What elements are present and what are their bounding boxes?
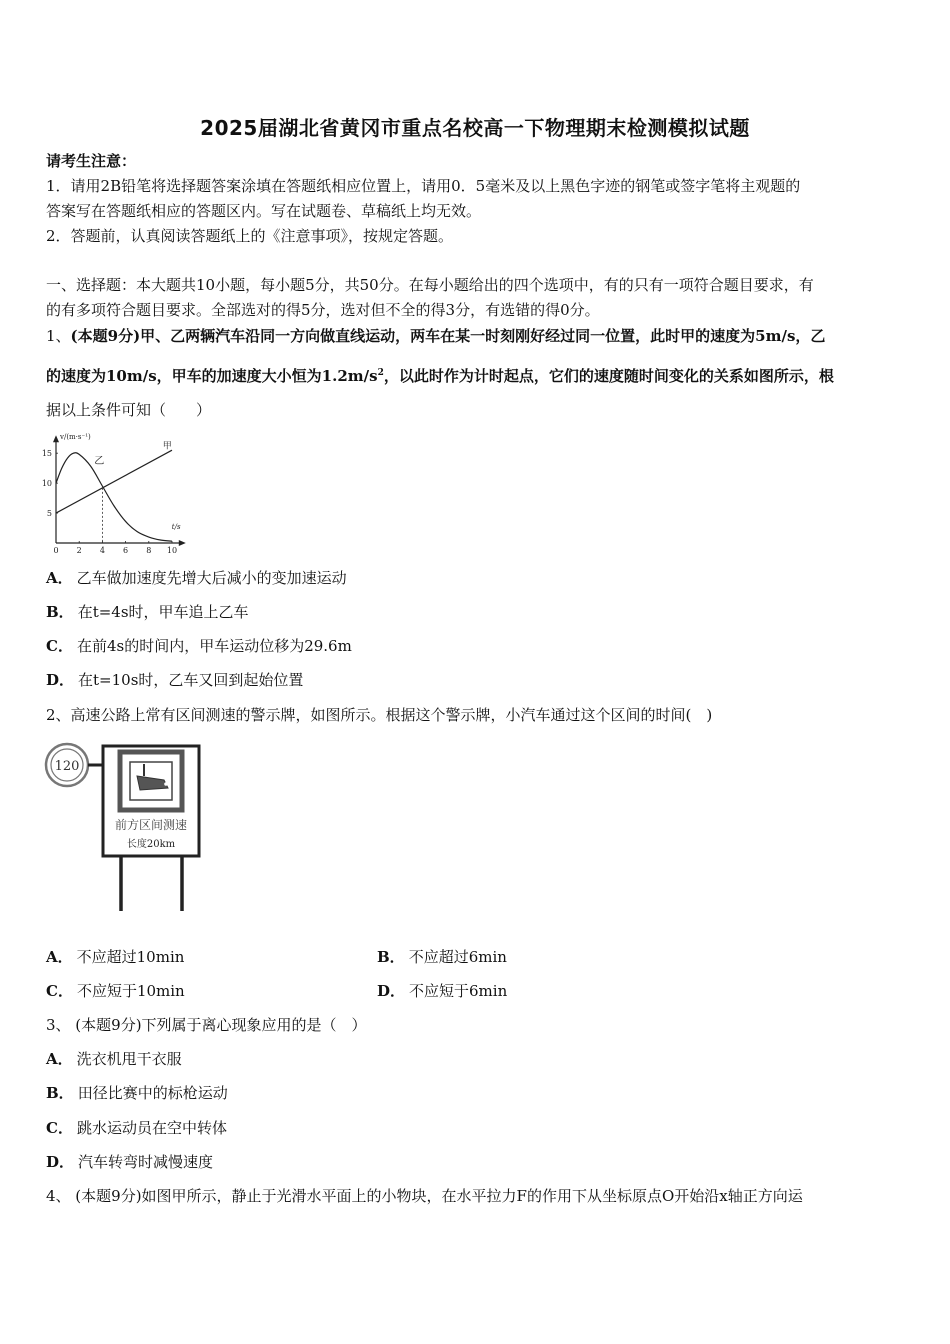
- x-tick-label: 10: [166, 546, 178, 555]
- q1-option-d-label: D．: [46, 671, 75, 689]
- x-tick-label: 4: [99, 546, 105, 555]
- q3-option-c-label: C．: [46, 1119, 73, 1137]
- q1-option-b-label: B．: [46, 603, 74, 621]
- label-yi: 乙: [94, 455, 105, 467]
- q3-option-c-text: 跳水运动员在空中转体: [76, 1119, 227, 1137]
- q1-option-d-text: 在t=10s时，乙车又回到起始位置: [78, 671, 304, 689]
- notice-heading: 请考生注意：: [46, 152, 137, 170]
- q1-option-c[interactable]: [46, 635, 352, 657]
- page-title: 2025届湖北省黄冈市重点名校高一下物理期末检测模拟试题: [200, 116, 750, 140]
- q1-text-2a: 的速度为10m/s，甲车的加速度大小恒为1.2m/s: [46, 367, 378, 385]
- x-tick-label: 6: [123, 546, 129, 555]
- notice-1a: 1．请用2B铅笔将选择题答案涂填在答题纸相应位置上，请用0．5毫米及以上黑色字迹的钢笔或签字笔将主观题的: [46, 177, 801, 195]
- x-axis-arrow: [179, 540, 186, 546]
- speed-warning-sign: [44, 738, 209, 916]
- q1-option-a-text: 乙车做加速度先增大后减小的变加速运动: [76, 569, 347, 587]
- y-axis-label: v/(m·s⁻¹): [60, 433, 91, 442]
- q1-option-a[interactable]: [46, 567, 347, 589]
- q3-option-d-text: 汽车转弯时减慢速度: [78, 1153, 214, 1171]
- q1-option-b[interactable]: [46, 601, 249, 623]
- notice-1b: 答案写在答题纸相应的答题区内。写在试题卷、草稿纸上均无效。: [46, 202, 482, 220]
- q1-line3: 据以上条件可知（ ）: [46, 401, 212, 419]
- sign-text-line2: 长度20km: [126, 839, 176, 850]
- q2-option-a[interactable]: [46, 946, 184, 968]
- q1-text-1: (本题9分)甲、乙两辆汽车沿同一方向做直线运动，两车在某一时刻刚好经过同一位置，此时甲的速度为5m/s，乙: [70, 327, 826, 345]
- section-instructions-b: 的有多项符合题目要求。全部选对的得5分，选对但不全的得3分，有选错的得0分。: [46, 301, 600, 319]
- q1-line1: [46, 325, 904, 347]
- q3-option-d[interactable]: [46, 1151, 213, 1173]
- q4-text: 4、 (本题9分)如图甲所示，静止于光滑水平面上的小物块，在水平拉力F的作用下从坐标原点O开始沿x轴正方向运: [46, 1187, 803, 1205]
- q2-option-c-label: C．: [46, 982, 73, 1000]
- q3-option-b-text: 田径比赛中的标枪运动: [77, 1084, 228, 1102]
- sign-text-line1: 前方区间测速: [114, 818, 188, 832]
- q2-option-a-label: A．: [46, 948, 73, 966]
- speed-limit-value: 120: [54, 759, 80, 774]
- q1-line2: [46, 362, 904, 387]
- q2-option-c-text: 不应短于10min: [76, 982, 185, 1000]
- q2-option-b-text: 不应超过6min: [408, 948, 507, 966]
- y-tick-label: 10: [41, 479, 52, 489]
- x-tick-label: 0: [53, 546, 59, 555]
- q1-text-2b: ，以此时作为计时起点，它们的速度随时间变化的关系如图所示，根: [383, 367, 834, 385]
- q3-option-b[interactable]: [46, 1082, 228, 1104]
- q2-option-d-label: D．: [377, 982, 406, 1000]
- x-tick-label: 8: [146, 546, 152, 555]
- label-jia: 甲: [162, 441, 172, 452]
- q3-option-a[interactable]: [46, 1048, 182, 1070]
- q2-option-d-text: 不应短于6min: [409, 982, 508, 1000]
- q2-text: 2、高速公路上常有区间测速的警示牌，如图所示。根据这个警示牌，小汽车通过这个区间的时间( ): [46, 706, 713, 724]
- q1-option-d[interactable]: [46, 669, 303, 691]
- q2-option-b-label: B．: [377, 948, 405, 966]
- q3-option-d-label: D．: [46, 1153, 75, 1171]
- notice-2: 2．答题前，认真阅读答题纸上的《注意事项》，按规定答题。: [46, 227, 454, 245]
- y-tick-label: 15: [41, 449, 52, 459]
- y-tick-label: 5: [46, 509, 52, 519]
- q1-option-a-label: A．: [46, 569, 73, 587]
- q2-option-a-text: 不应超过10min: [76, 948, 185, 966]
- q1-option-c-label: C．: [46, 637, 73, 655]
- x-axis-label: t/s: [171, 523, 181, 531]
- q3-option-a-text: 洗衣机甩干衣服: [76, 1050, 182, 1068]
- q3-option-b-label: B．: [46, 1084, 74, 1102]
- q1-superscript: 2: [377, 368, 384, 378]
- series-jia-line: [56, 450, 172, 513]
- q2-option-b[interactable]: [377, 946, 507, 968]
- q3-text: 3、 (本题9分)下列属于离心现象应用的是（ ）: [46, 1016, 367, 1034]
- x-tick-label: 2: [76, 546, 82, 555]
- section-instructions-a: 一、选择题：本大题共10小题，每小题5分，共50分。在每小题给出的四个选项中，有的只有一项符合题目要求，有: [46, 276, 814, 294]
- q3-option-c[interactable]: [46, 1117, 227, 1139]
- q2-option-c[interactable]: [46, 980, 185, 1002]
- series-yi-curve: [56, 453, 172, 541]
- y-axis-arrow: [53, 435, 59, 442]
- q2-option-d[interactable]: [377, 980, 507, 1002]
- q1-option-c-text: 在前4s的时间内，甲车运动位移为29.6m: [76, 637, 352, 655]
- velocity-time-chart: [40, 430, 200, 555]
- q1-number: 1、: [46, 327, 71, 345]
- q1-option-b-text: 在t=4s时，甲车追上乙车: [77, 603, 249, 621]
- q3-option-a-label: A．: [46, 1050, 73, 1068]
